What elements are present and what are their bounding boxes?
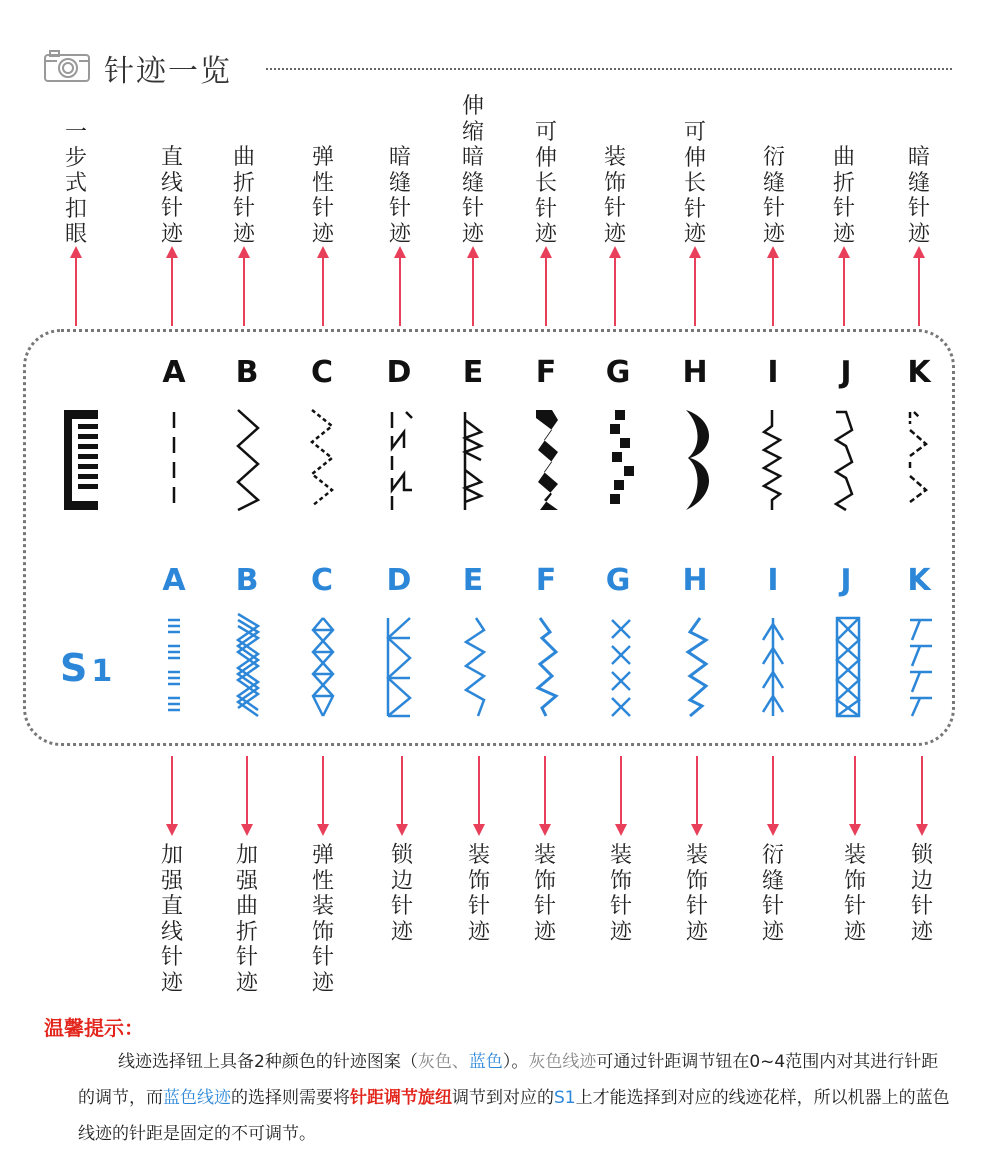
bottom-label-g: 装饰针迹 xyxy=(609,843,632,945)
bottom-label-i: 衍缝针迹 xyxy=(761,843,784,945)
gray-letter-e: E xyxy=(462,355,484,390)
blue-stitch-c xyxy=(313,618,333,716)
top-label-g: 装饰针迹 xyxy=(603,145,626,247)
blue-letter-j: J xyxy=(840,563,852,598)
blue-letter-b: B xyxy=(235,563,259,598)
blue-letter-e: E xyxy=(462,563,484,598)
gray-letter-j: J xyxy=(840,355,852,390)
bottom-label-k: 锁边针迹 xyxy=(910,843,933,945)
tips-text-6: 上才能选择到对应的线迹花样，所以机器上的蓝色线迹的针距是固定的不可调节。 xyxy=(78,1088,950,1144)
bottom-label-d: 锁边针迹 xyxy=(390,843,413,945)
tips-text-1: 线迹选择钮上具备2种颜色的针迹图案（ xyxy=(118,1052,418,1072)
tips-text-4: 的选择则需要将 xyxy=(231,1088,350,1108)
top-label-e: 伸缩暗缝针迹 xyxy=(461,94,484,247)
blue-stitch-k xyxy=(910,620,932,716)
blue-letter-i: I xyxy=(767,563,779,598)
top-label-k: 暗缝针迹 xyxy=(907,145,930,247)
blue-stitch-h xyxy=(688,618,706,716)
bottom-label-b: 加强曲折针迹 xyxy=(235,843,258,996)
gray-letter-a: A xyxy=(162,355,186,390)
top-label-buttonhole: 一步式扣眼 xyxy=(64,120,87,247)
bottom-label-h: 装饰针迹 xyxy=(685,843,708,945)
top-label-f: 可伸长针迹 xyxy=(534,120,557,247)
tips-text-5: 调节到对应的 xyxy=(452,1088,554,1108)
blue-letter-h: H xyxy=(682,563,708,598)
blue-letter-d: D xyxy=(386,563,412,598)
s1-letter: S xyxy=(60,646,88,690)
tips-title: 温馨提示： xyxy=(44,1016,144,1040)
blue-stitch-b xyxy=(238,614,258,716)
gray-letter-b: B xyxy=(235,355,259,390)
blue-stitch-d xyxy=(388,618,410,716)
tips-text-2: ）。 xyxy=(502,1052,529,1072)
bottom-label-a: 加强直线针迹 xyxy=(160,843,183,996)
tips-gray-line: 灰色线迹 xyxy=(528,1052,597,1072)
blue-stitch-g xyxy=(612,620,630,716)
bottom-label-c: 弹性装饰针迹 xyxy=(311,843,334,996)
gray-letter-f: F xyxy=(535,355,557,390)
top-label-i: 衍缝针迹 xyxy=(762,145,785,247)
tips-gray: 灰色 xyxy=(417,1052,452,1072)
bottom-label-f: 装饰针迹 xyxy=(533,843,556,945)
top-label-d: 暗缝针迹 xyxy=(388,145,411,247)
bottom-label-j: 装饰针迹 xyxy=(843,843,866,945)
blue-letter-c: C xyxy=(310,563,334,598)
gray-letter-i: I xyxy=(767,355,779,390)
tips-s1: S1 xyxy=(554,1088,576,1108)
blue-letter-f: F xyxy=(535,563,557,598)
gray-letter-k: K xyxy=(907,355,931,390)
page-title: 针迹一览 xyxy=(104,54,232,89)
blue-stitch-f xyxy=(538,618,556,716)
blue-stitch-j xyxy=(837,618,859,716)
tips-knob: 针距调节旋纽 xyxy=(350,1088,452,1108)
bottom-label-e: 装饰针迹 xyxy=(467,843,490,945)
top-label-j: 曲折针迹 xyxy=(832,145,855,247)
blue-letter-a: A xyxy=(162,563,186,598)
tips-blue: 蓝色 xyxy=(468,1052,503,1072)
top-label-c: 弹性针迹 xyxy=(311,145,334,247)
tips-paragraph xyxy=(78,1044,950,1152)
tips-blue-line: 蓝色线迹 xyxy=(163,1088,231,1108)
gray-letter-h: H xyxy=(682,355,708,390)
top-label-a: 直线针迹 xyxy=(160,145,183,247)
tips-sep: 、 xyxy=(451,1052,469,1072)
top-label-b: 曲折针迹 xyxy=(232,145,255,247)
blue-stitch-a xyxy=(168,620,180,710)
gray-letter-c: C xyxy=(310,355,334,390)
blue-stitch-e xyxy=(466,618,484,716)
blue-letter-k: K xyxy=(907,563,931,598)
gray-letter-g: G xyxy=(605,355,631,390)
blue-letter-g: G xyxy=(605,563,631,598)
tips-text-3: 可通过针距调节钮在0~4范围内对其进行针距的调节，而 xyxy=(78,1052,939,1108)
s1-number: 1 xyxy=(91,654,113,689)
top-label-h: 可伸长针迹 xyxy=(683,120,706,247)
blue-stitch-i xyxy=(763,618,783,716)
gray-letter-d: D xyxy=(386,355,412,390)
